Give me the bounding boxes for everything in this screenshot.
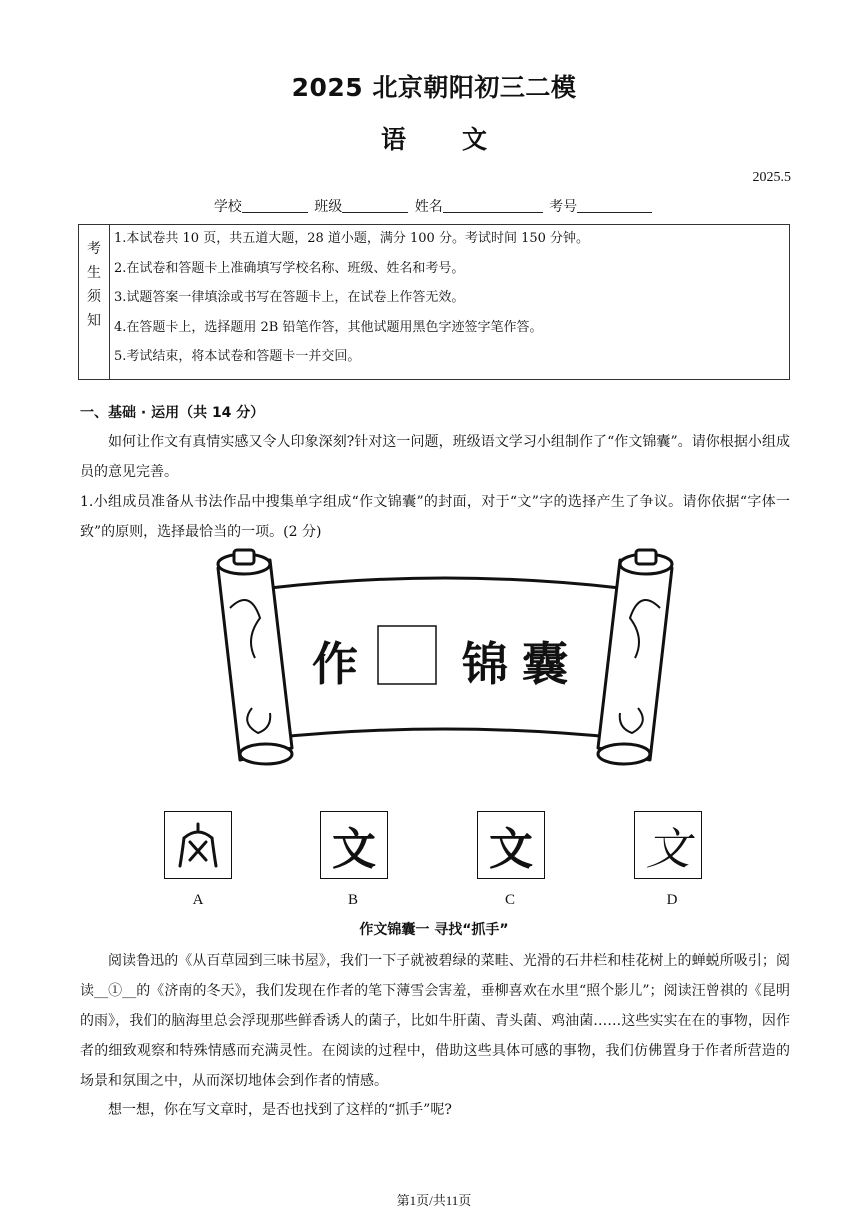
notice-rule: 5.考试结束，将本试卷和答题卡一并交回。 xyxy=(114,349,361,364)
option-d-label: D xyxy=(666,892,678,908)
section-heading: 一、基础 · 运用（共 14 分） xyxy=(80,405,265,421)
option-d-box: 文 xyxy=(634,811,702,879)
scroll-illustration xyxy=(200,548,690,778)
notice-side-char: 生 xyxy=(87,265,101,281)
exam-notice-table xyxy=(78,224,790,380)
option-b-label: B xyxy=(347,892,358,908)
page-title: 2025 北京朝阳初三二模 xyxy=(291,73,577,102)
scroll-char-nang: 囊 xyxy=(522,637,568,691)
subject-title xyxy=(0,120,868,156)
notice-side-label xyxy=(79,225,110,380)
scroll-drawing xyxy=(200,548,690,778)
field-name-label: 姓名 xyxy=(414,199,443,215)
passage-paragraph-2: 想一想，你在写文章时，是否也找到了这样的“抓手”呢? xyxy=(108,1102,452,1118)
scroll-char-zuo: 作 xyxy=(312,637,358,691)
option-b-box: 文 xyxy=(320,811,388,879)
question-1: 1.小组成员准备从书法作品中搜集单字组成“作文锦囊”的封面，对于“文”字的选择产生了争议。请你依据“字体一致”的原则，选择最恰当的一项。(2 分) xyxy=(80,494,790,540)
option-a-box xyxy=(164,811,232,879)
student-info-fields xyxy=(0,196,868,216)
option-a-label: A xyxy=(192,892,204,908)
field-name-blank xyxy=(443,198,543,213)
notice-side-char: 知 xyxy=(87,313,101,329)
notice-side-char: 须 xyxy=(87,289,101,305)
exam-date: 2025.5 xyxy=(752,170,791,185)
section-intro: 如何让作文有真情实感又令人印象深刻?针对这一问题，班级语文学习小组制作了“作文锦囊”。请你根据小组成员的意见完善。 xyxy=(80,434,790,480)
option-c-box: 文 xyxy=(477,811,545,879)
field-class-label: 班级 xyxy=(314,199,343,215)
scroll-char-jin: 锦 xyxy=(462,637,508,691)
field-school-blank xyxy=(242,198,308,213)
passage-text-b: 的《济南的冬天》，我们发现在作者的笔下薄雪会害羞，垂柳喜欢在水里“照个影儿”；阅读汪曾祺的《昆明的雨》，我们的脑海里总会浮现那些鲜香诱人的菌子，比如牛肝菌、青头菌、鸡油菌……这些实实在在的事物，因作者的细致观察和特殊情感而充满灵性。在阅读的过程中，借助这些具体可感的事物，我们仿佛置身于作者所营造的场景和氛围之中，从而深切地体会到作者的情感。 xyxy=(80,983,791,1089)
page-footer: 第1页/共11页 xyxy=(396,1193,472,1208)
option-c-label: C xyxy=(504,892,515,908)
notice-rule: 3.试题答案一律填涂或书写在答题卡上，在试卷上作答无效。 xyxy=(114,290,465,305)
notice-side-char: 考 xyxy=(87,241,101,257)
option-a-seal-glyph xyxy=(176,820,220,870)
notice-rule: 4.在答题卡上，选择题用 2B 铅笔作答，其他试题用黑色字迹签字笔作答。 xyxy=(114,319,543,335)
field-id-blank xyxy=(577,198,652,213)
subject-char-1: 语 xyxy=(380,125,406,154)
passage-paragraph-1 xyxy=(80,946,790,1096)
field-id-label: 考号 xyxy=(549,199,578,215)
passage-text-a: 阅读鲁迅的《从百草园到三味书屋》，我们一下子就被碧绿的菜畦、光滑的石井栏和桂花树上的蝉蜕所吸引；阅读 xyxy=(80,953,790,999)
notice-rules xyxy=(110,225,790,380)
field-school-label: 学校 xyxy=(213,199,242,215)
subject-char-2: 文 xyxy=(462,125,488,154)
field-class-blank xyxy=(342,198,408,213)
passage-blank-1: __①__ xyxy=(94,983,137,999)
subsection-title: 作文锦囊一 寻找“抓手” xyxy=(359,922,509,938)
notice-rule: 1.本试卷共 10 页，共五道大题，28 道小题，满分 100 分。考试时间 150 分钟。 xyxy=(114,231,590,246)
notice-rule: 2.在试卷和答题卡上准确填写学校名称、班级、姓名和考号。 xyxy=(114,260,465,276)
